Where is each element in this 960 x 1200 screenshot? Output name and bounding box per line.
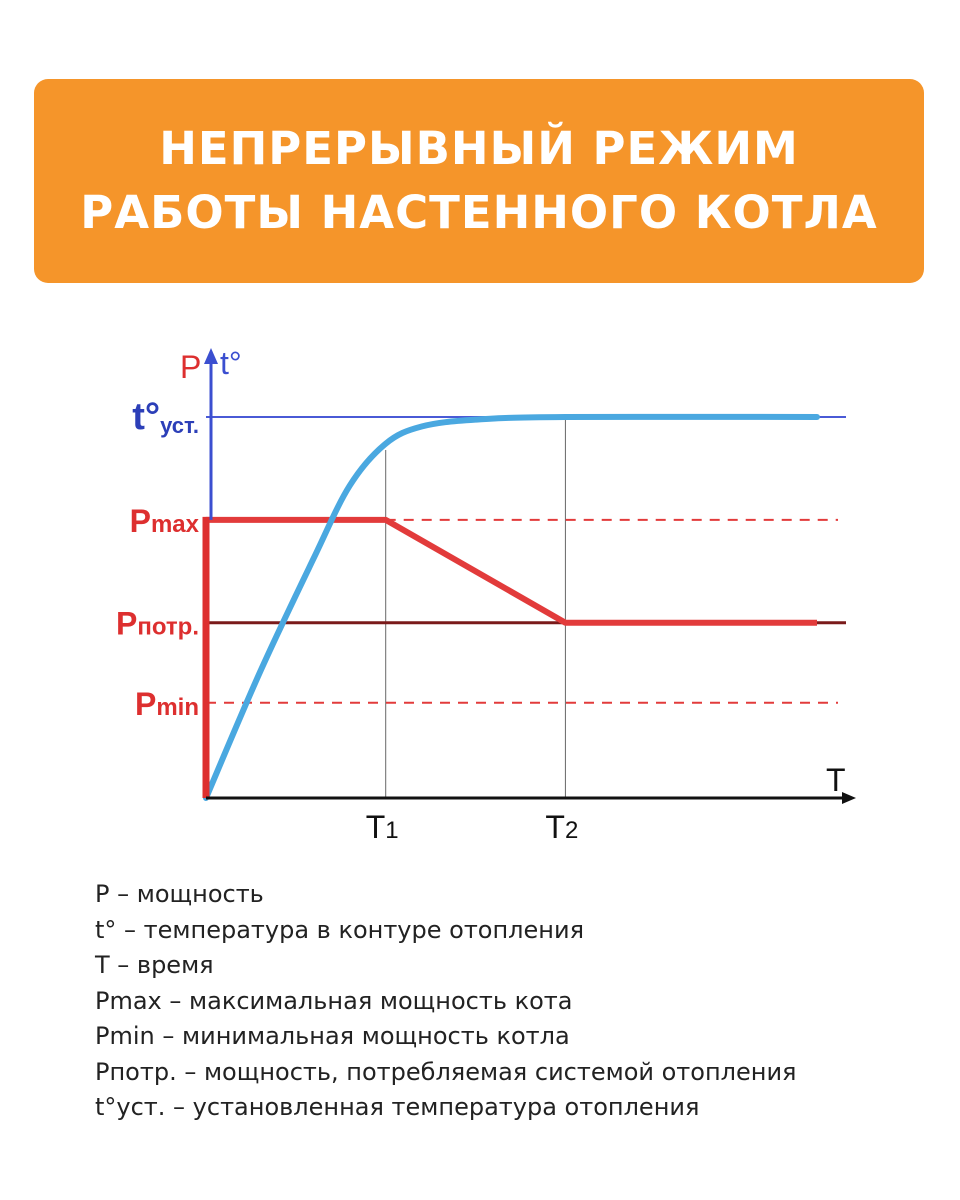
legend-item-pmin: Pmin – минимальная мощность котла: [95, 1022, 570, 1050]
y-axis-arrow: [204, 348, 218, 364]
y-level-label-t_set: t°уст.: [132, 396, 199, 438]
power-series-line: [206, 520, 817, 798]
legend-item-t: t° – температура в контуре отопления: [95, 915, 584, 944]
y-level-label-pmax: Pmax: [129, 502, 199, 539]
x-tick-label-t1: T1: [365, 809, 399, 845]
temperature-series-curve: [206, 417, 817, 798]
legend-item-tset: t°уст. – установленная температура отопления: [95, 1093, 700, 1121]
legend: [95, 877, 915, 1126]
x-tick-labels: [366, 809, 579, 845]
y-right-axis-label: t°: [220, 345, 242, 381]
x-tick-label-t2: T2: [545, 809, 579, 845]
legend-item-pmax: Pmax – максимальная мощность кота: [95, 986, 573, 1015]
title-line-1: НЕПРЕРЫВНЫЙ РЕЖИМ: [159, 122, 799, 175]
title-line-2: РАБОТЫ НАСТЕННОГО КОТЛА: [80, 186, 878, 239]
y-level-labels: [116, 396, 200, 722]
legend-item-p: P – мощность: [95, 880, 264, 908]
x-axis-label: T: [826, 762, 846, 798]
y-level-label-pmin: Pmin: [134, 685, 199, 722]
legend-item-time: T – время: [95, 951, 214, 979]
y-level-label-ppotr: Pпотр.: [116, 605, 199, 642]
guides: [206, 417, 846, 798]
y-left-axis-label: P: [180, 349, 202, 385]
legend-item-ppotr: Pпотр. – мощность, потребляемая системой отопления: [95, 1057, 797, 1086]
